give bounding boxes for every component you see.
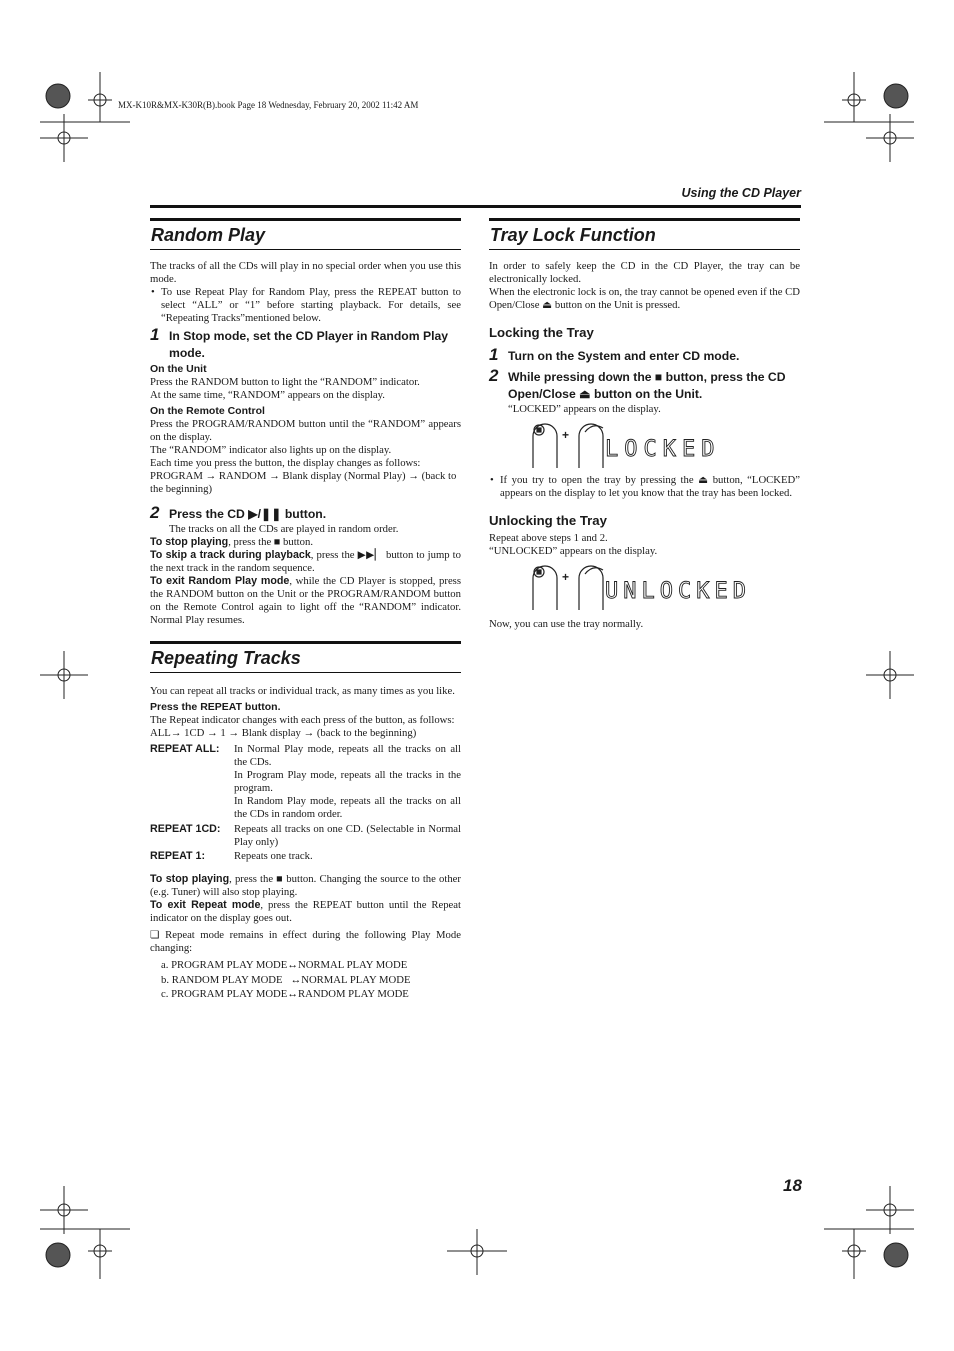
lock-step-2: 2 While pressing down the ■ button, press the CD Open/Close ⏏ button on the Unit. <box>489 366 786 401</box>
unlock-text-1: Repeat above steps 1 and 2. <box>489 532 608 544</box>
repeat-all-row: REPEAT ALL: In Normal Play mode, repeats all the tracks on all the CDs. In Program Play mode, repeats all the tracks in the program. In Random Play mode, repeats all the tracks on all the CDs in random order. <box>150 743 461 820</box>
on-remote-heading: On the Remote Control <box>150 405 265 417</box>
tray-outro: Now, you can use the tray normally. <box>489 618 644 630</box>
tray-intro-2: When the electronic lock is on, the tray cannot be opened even if the CD Open/Close ⏏ button on the Unit is pressed. <box>489 286 800 311</box>
step-2-note: The tracks on all the CDs are played in random order. <box>169 523 399 535</box>
unlock-text-2: “UNLOCKED” appears on the display. <box>489 545 658 557</box>
left-column <box>150 218 461 1002</box>
section-title-random-play: Random Play <box>150 218 461 250</box>
on-remote-text-4: PROGRAM → RANDOM → Blank display (Normal Play) → (back to the beginning) <box>150 470 457 495</box>
mode-line-b: b. RANDOM PLAY MODE ↔NORMAL PLAY MODE <box>161 973 411 986</box>
repeat-1-row: REPEAT 1: Repeats one track. <box>150 850 313 862</box>
repeat-stop: To stop playing, press the ■ button. Changing the source to the other (e.g. Tuner) will also stop playing. <box>150 873 461 898</box>
mode-line-c: c. PROGRAM PLAY MODE↔RANDOM PLAY MODE <box>161 988 409 1000</box>
hand-icon <box>579 424 603 468</box>
on-remote-text-3: Each time you press the button, the display changes as follows: <box>150 457 421 469</box>
on-remote-text-2: The “RANDOM” indicator also lights up on the display. <box>150 444 392 456</box>
lcd-unlocked-text: UNLOCKED <box>605 579 751 604</box>
repeat-intro: You can repeat all tracks or individual track, as many times as you like. <box>150 685 455 697</box>
locking-heading: Locking the Tray <box>489 325 594 340</box>
repeat-sequence: ALL→ 1CD → 1 → Blank display → (back to the beginning) <box>150 727 417 739</box>
top-rule <box>150 205 801 208</box>
lock-bullet: • If you try to open the tray by pressing the ⏏ button, “LOCKED” appears on the display to let you know that the tray has been locked. <box>490 474 800 499</box>
running-head: Using the CD Player <box>681 186 801 200</box>
unlocking-heading: Unlocking the Tray <box>489 513 607 528</box>
repeat-desc: The Repeat indicator changes with each press of the button, as follows: <box>150 714 455 726</box>
section-title-tray-lock: Tray Lock Function <box>489 218 800 250</box>
random-intro: The tracks of all the CDs will play in no special order when you use this mode. <box>150 260 461 285</box>
repeat-press-heading: Press the REPEAT button. <box>150 701 281 713</box>
random-bullet: • To use Repeat Play for Random Play, press the REPEAT button to select “ALL” or “1” before starting playback. For details, see “Repeating Tracks”mentioned below. <box>151 286 461 324</box>
repeat-note: ❏ Repeat mode remains in effect during the following Play Mode changing: <box>150 929 461 954</box>
lock-step-1: 1 Turn on the System and enter CD mode. <box>489 345 740 364</box>
hand-icon <box>579 566 603 610</box>
on-unit-text-2: At the same time, “RANDOM” appears on the display. <box>150 389 385 401</box>
svg-text:+: + <box>562 570 570 584</box>
on-unit-heading: On the Unit <box>150 363 207 375</box>
random-skip: To skip a track during playback, press the ▶▶▏ button to jump to the next track in the random sequence. <box>150 549 461 574</box>
random-step-1: 1 In Stop mode, set the CD Player in Random Play mode. <box>150 325 449 360</box>
lcd-unlocked-illustration <box>527 564 767 612</box>
file-header: MX-K10R&MX-K30R(B).book Page 18 Wednesday, February 20, 2002 11:42 AM <box>118 100 419 110</box>
lcd-locked-text: LOCKED <box>605 437 721 462</box>
random-stop: To stop playing, press the ■ button. <box>150 536 314 548</box>
right-column <box>489 218 800 631</box>
crosshair-target-icon <box>46 84 70 108</box>
repeat-exit: To exit Repeat mode, press the REPEAT button until the Repeat indicator on the display goes out. <box>150 899 462 924</box>
repeat-1cd-row: REPEAT 1CD: Repeats all tracks on one CD. (Selectable in Normal Play only) <box>150 823 461 848</box>
section-title-repeating-tracks: Repeating Tracks <box>150 641 461 673</box>
svg-text:+: + <box>562 428 570 442</box>
on-remote-text-1: Press the PROGRAM/RANDOM button until the “RANDOM” appears on the display. <box>150 418 461 443</box>
lcd-locked-illustration <box>527 422 727 470</box>
tray-intro-1: In order to safely keep the CD in the CD Player, the tray can be electronically locked. <box>489 260 800 285</box>
random-exit: To exit Random Play mode, while the CD Player is stopped, press the RANDOM button on the Unit or the PROGRAM/RANDOM button on the Remote Control again to light off the “RANDOM” indicator. Normal Play resumes. <box>150 575 462 626</box>
lock-step-2-note: “LOCKED” appears on the display. <box>508 403 661 415</box>
on-unit-text-1: Press the RANDOM button to light the “RANDOM” indicator. <box>150 376 420 388</box>
mode-line-a: a. PROGRAM PLAY MODE↔NORMAL PLAY MODE <box>161 959 408 971</box>
random-step-2: 2 Press the CD ▶/❚❚ button. <box>150 503 327 522</box>
page-number: 18 <box>783 1176 802 1195</box>
